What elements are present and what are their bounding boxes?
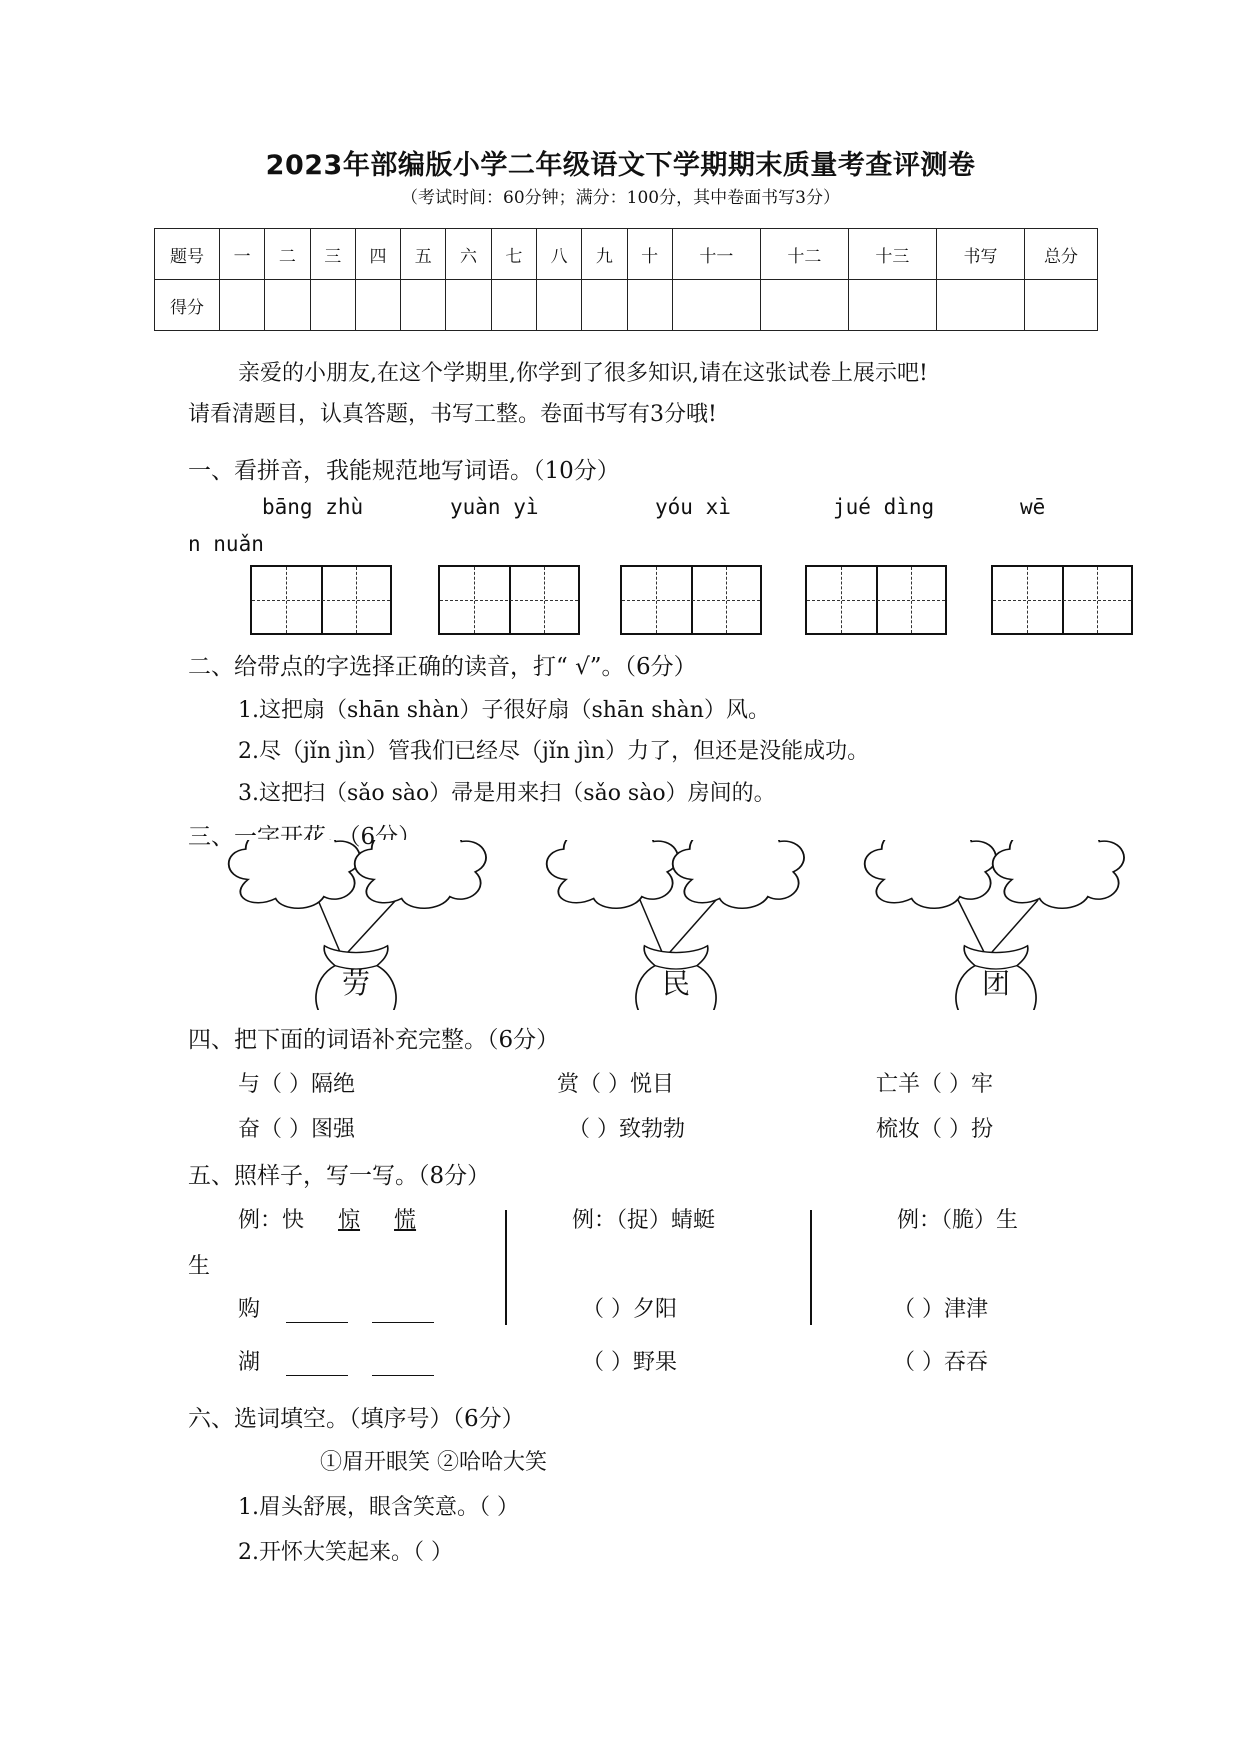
pinyin: bāng zhù [262, 495, 364, 519]
score-cell[interactable] [582, 280, 627, 331]
section-2-title: 二、给带点的字选择正确的读音，打“ √”。（6分） [188, 654, 697, 680]
fill-row [238, 1345, 434, 1376]
exam-info: （考试时间：60分钟；满分：100分，其中卷面书写3分） [401, 188, 840, 208]
table-cell: 十三 [848, 229, 936, 280]
section-3-title: 三、一字开花。（6分） [188, 824, 422, 850]
vase-character: 团 [981, 967, 1010, 1000]
column-divider [505, 1210, 507, 1325]
row-char: 湖 [238, 1350, 261, 1375]
section-4-title: 四、把下面的词语补充完整。（6分） [188, 1027, 560, 1053]
vase-character: 劳 [341, 967, 370, 1000]
score-table [154, 228, 1098, 331]
score-cell[interactable] [536, 280, 581, 331]
intro-line-2: 请看清题目，认真答题，书写工整。卷面书写有3分哦! [188, 402, 717, 427]
table-cell: 十 [627, 229, 672, 280]
example-2: 例：（捉）蜻蜓 [572, 1208, 716, 1233]
answer-blank[interactable] [286, 1300, 348, 1323]
score-cell[interactable] [936, 280, 1024, 331]
question-item: 2.尽（jǐn jìn）管我们已经尽（jǐn jìn）力了，但还是没能成功。 [238, 739, 870, 764]
table-cell: 书写 [936, 229, 1024, 280]
question-item[interactable]: 1.眉头舒展，眼含笑意。（ ） [238, 1495, 519, 1520]
example-1 [238, 1203, 416, 1234]
answer-blank[interactable] [286, 1353, 348, 1376]
table-cell: 九 [582, 229, 627, 280]
fill-item[interactable]: （ ）吞吞 [893, 1350, 988, 1375]
pinyin: n nuǎn [188, 532, 264, 556]
question-item: 3.这把扫（sǎo sào）帚是用来扫（sǎo sào）房间的。 [238, 781, 776, 806]
fill-item[interactable]: （ ）野果 [582, 1350, 677, 1375]
writing-grid[interactable] [620, 565, 762, 635]
idiom-blank[interactable]: （ ）致勃勃 [568, 1117, 685, 1142]
vase-character: 民 [661, 967, 690, 1000]
word-options: ①眉开眼笑 ②哈哈大笑 [320, 1450, 547, 1475]
example-prefix: 例：快 [238, 1208, 305, 1233]
table-cell: 三 [310, 229, 355, 280]
pinyin: yóu xì [655, 495, 731, 519]
score-cell[interactable] [491, 280, 536, 331]
writing-grid[interactable] [250, 565, 392, 635]
pinyin: jué dìng [833, 495, 935, 519]
writing-grid[interactable] [805, 565, 947, 635]
score-cell[interactable] [672, 280, 760, 331]
score-cell[interactable] [265, 280, 310, 331]
table-cell: 一 [220, 229, 265, 280]
score-table-score-row [155, 280, 1098, 331]
row-char: 购 [238, 1297, 261, 1322]
table-cell: 四 [355, 229, 400, 280]
idiom-blank[interactable]: 亡羊（ ）牢 [876, 1072, 993, 1097]
score-cell[interactable] [446, 280, 491, 331]
intro-line-1: 亲爱的小朋友,在这个学期里,你学到了很多知识,请在这张试卷上展示吧! [238, 361, 928, 386]
answer-blank[interactable] [372, 1300, 434, 1323]
section-6-title: 六、选词填空。（填序号）（6分） [188, 1406, 525, 1432]
section-1-title: 一、看拼音，我能规范地写词语。（10分） [188, 458, 620, 484]
table-cell: 十一 [672, 229, 760, 280]
writing-grid[interactable] [991, 565, 1133, 635]
score-cell[interactable] [310, 280, 355, 331]
idiom-blank[interactable]: 赏（ ）悦目 [557, 1072, 674, 1097]
pinyin: yuàn yì [450, 495, 539, 519]
page-title: 2023年部编版小学二年级语文下学期期末质量考查评测卷 [265, 150, 976, 181]
column-divider [810, 1210, 812, 1325]
question-item: 1.这把扇（shān shàn）子很好扇（shān shàn）风。 [238, 698, 770, 723]
table-cell: 总分 [1025, 229, 1098, 280]
score-cell[interactable] [848, 280, 936, 331]
table-cell: 题号 [155, 229, 220, 280]
table-cell: 十二 [760, 229, 848, 280]
table-cell: 六 [446, 229, 491, 280]
question-item[interactable]: 2.开怀大笑起来。（ ） [238, 1540, 453, 1565]
flower-vase-illustrations [0, 840, 1241, 1010]
score-cell[interactable] [1025, 280, 1098, 331]
section-5-title: 五、照样子，写一写。（8分） [188, 1163, 491, 1189]
table-cell: 二 [265, 229, 310, 280]
table-cell: 八 [536, 229, 581, 280]
idiom-blank[interactable]: 梳妆（ ）扮 [876, 1117, 993, 1142]
example-3: 例：（脆）生 [897, 1208, 1019, 1233]
score-cell[interactable] [627, 280, 672, 331]
example-word: 惊 [338, 1208, 361, 1233]
fill-item[interactable]: （ ）津津 [893, 1297, 988, 1322]
table-cell: 七 [491, 229, 536, 280]
answer-blank[interactable] [372, 1353, 434, 1376]
score-table-header-row [155, 229, 1098, 280]
writing-grid[interactable] [438, 565, 580, 635]
wrapped-text: 生 [188, 1254, 211, 1279]
example-word: 慌 [394, 1208, 417, 1233]
fill-row [238, 1292, 434, 1323]
score-cell[interactable] [401, 280, 446, 331]
score-cell[interactable] [220, 280, 265, 331]
idiom-blank[interactable]: 与（ ）隔绝 [238, 1072, 355, 1097]
fill-item[interactable]: （ ）夕阳 [582, 1297, 677, 1322]
table-cell: 得分 [155, 280, 220, 331]
idiom-blank[interactable]: 奋（ ）图强 [238, 1117, 355, 1142]
score-cell[interactable] [355, 280, 400, 331]
table-cell: 五 [401, 229, 446, 280]
score-cell[interactable] [760, 280, 848, 331]
pinyin: wē [1020, 495, 1046, 519]
